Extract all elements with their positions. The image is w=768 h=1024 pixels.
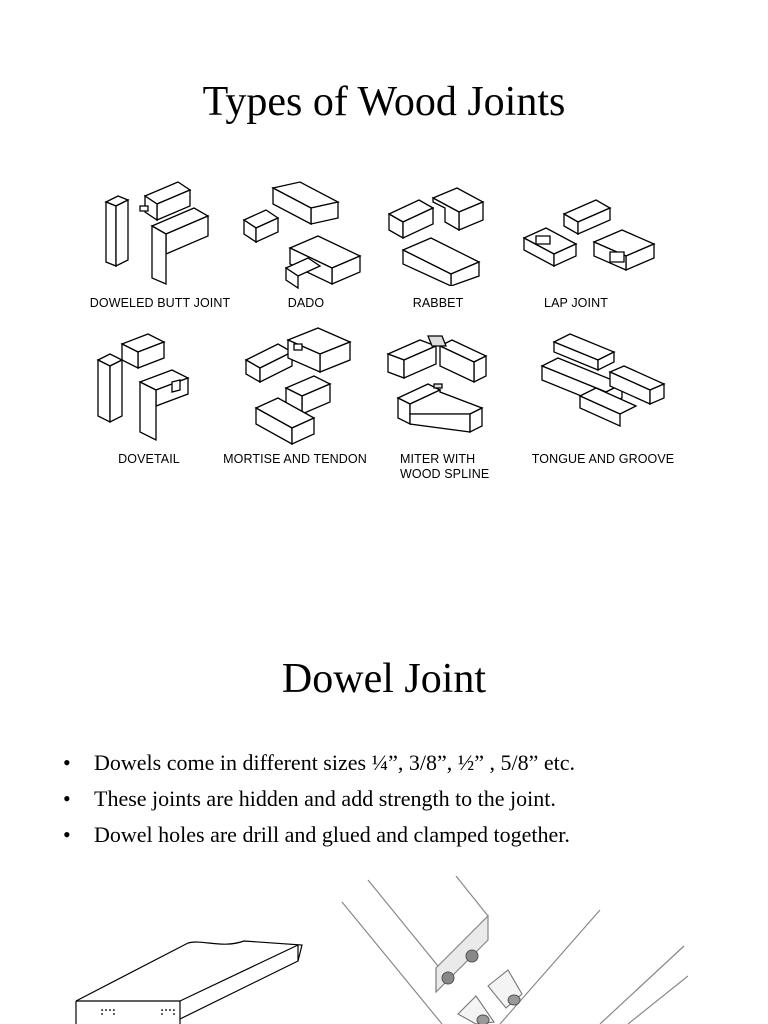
bullet-text: Dowels come in different sizes ¼”, 3/8”, ½” , 5/8” etc. <box>94 750 575 775</box>
page-title: Types of Wood Joints <box>202 79 566 125</box>
list-item <box>60 784 575 820</box>
miter-with-wood-spline-label-line1: MITER WITH <box>400 452 476 466</box>
lap-joint-illustration <box>518 196 658 278</box>
list-item <box>60 820 575 856</box>
bullet-marker: • <box>63 786 71 811</box>
mortise-and-tendon-illustration <box>238 326 358 448</box>
doweled-butt-joint-illustration <box>90 178 220 290</box>
dowel-pins-drawing <box>338 876 688 1024</box>
dowel-joint-title: Dowel Joint <box>281 656 487 702</box>
dado-illustration <box>238 180 363 292</box>
mortise-and-tendon-label: MORTISE AND TENDON <box>223 452 367 466</box>
doweled-butt-joint-label: DOWELED BUTT JOINT <box>89 296 231 310</box>
rabbet-label: RABBET <box>412 296 464 310</box>
lap-joint-label: LAP JOINT <box>544 296 608 310</box>
bullet-marker: • <box>63 822 71 847</box>
bullet-list <box>60 748 575 856</box>
dovetail-label: DOVETAIL <box>118 452 180 466</box>
bullet-text: These joints are hidden and add strength to the joint. <box>94 786 556 811</box>
miter-with-wood-spline-illustration <box>382 332 494 434</box>
dovetail-illustration <box>92 332 202 442</box>
dado-label: DADO <box>287 296 325 310</box>
tongue-and-groove-label: TONGUE AND GROOVE <box>531 452 675 466</box>
dowel-board-drawing <box>72 935 306 1024</box>
list-item <box>60 748 575 784</box>
bullet-text: Dowel holes are drill and glued and clamped together. <box>94 822 570 847</box>
rabbet-illustration <box>383 186 493 286</box>
miter-with-wood-spline-label-line2: WOOD SPLINE <box>400 467 490 481</box>
bullet-marker: • <box>63 750 71 775</box>
tongue-and-groove-illustration <box>536 330 670 428</box>
